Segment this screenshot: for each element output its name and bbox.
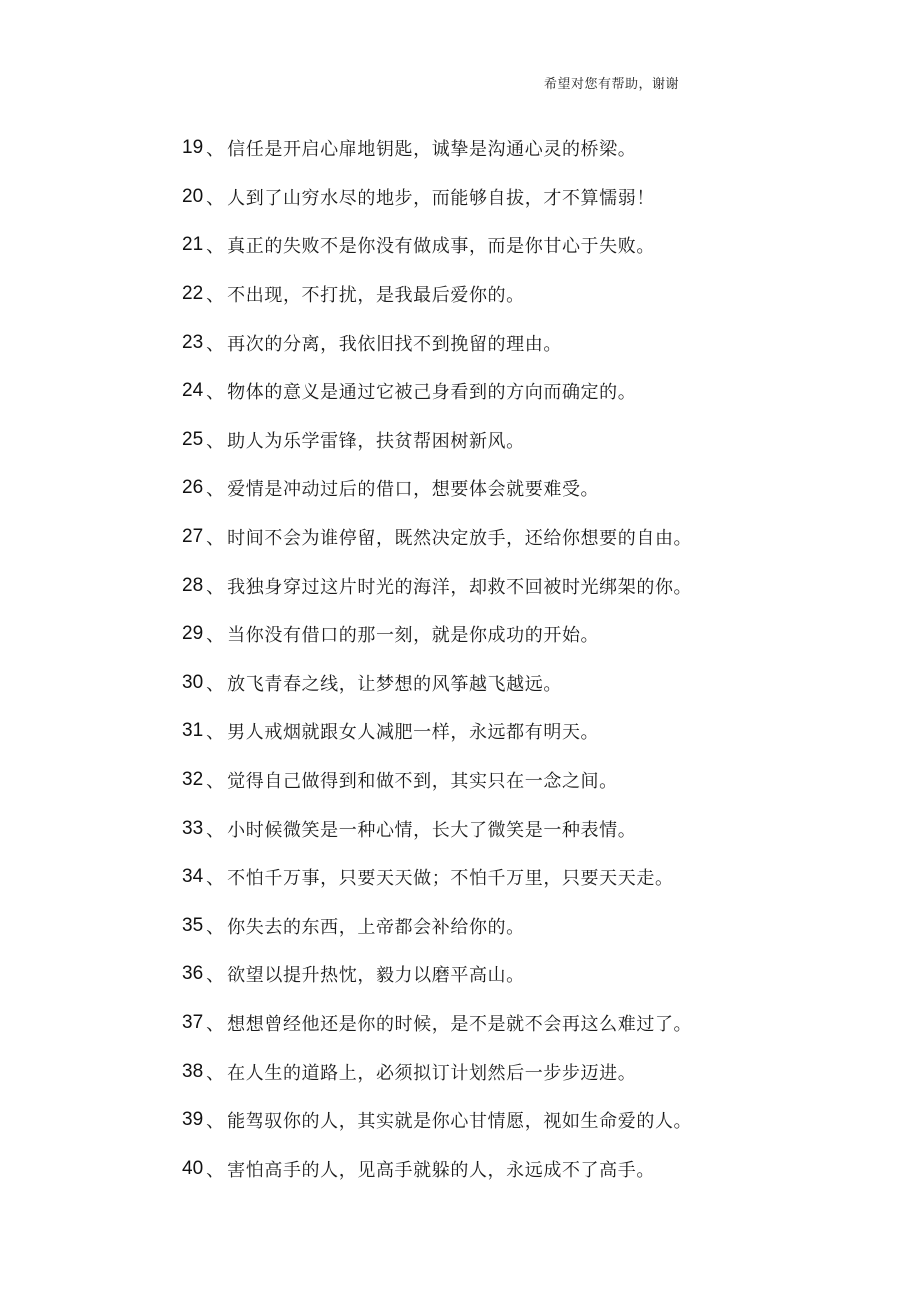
quote-item [182, 659, 692, 708]
quote-text: 人到了山穷水尽的地步，而能够自拔，才不算懦弱！ [227, 187, 655, 209]
quote-item [182, 610, 692, 659]
quote-number: 37 [182, 1011, 204, 1033]
quote-number: 21 [182, 234, 204, 256]
quote-item [182, 853, 692, 902]
quote-number: 31 [182, 720, 204, 742]
quote-separator: 、 [206, 722, 225, 744]
quote-separator: 、 [206, 1013, 225, 1035]
header-note: 希望对您有帮助，谢谢 [544, 77, 680, 92]
quote-text: 觉得自己做得到和做不到，其实只在一念之间。 [227, 771, 618, 793]
quote-number: 29 [182, 623, 204, 645]
quote-number: 19 [182, 137, 204, 159]
quote-separator: 、 [206, 819, 225, 841]
quote-separator: 、 [206, 1159, 225, 1181]
quote-separator: 、 [206, 285, 225, 307]
quote-text: 能驾驭你的人，其实就是你心甘情愿，视如生命爱的人。 [227, 1111, 693, 1133]
quote-text: 不怕千万事，只要天天做；不怕千万里，只要天天走。 [227, 868, 674, 890]
quote-separator: 、 [206, 1111, 225, 1133]
quote-number: 28 [182, 574, 204, 596]
quote-item [182, 464, 692, 513]
quote-number: 38 [182, 1060, 204, 1082]
quote-text: 想想曾经他还是你的时候，是不是就不会再这么难过了。 [227, 1013, 693, 1035]
quote-separator: 、 [206, 625, 225, 647]
quote-item [182, 124, 692, 173]
quote-text: 在人生的道路上，必须拟订计划然后一步步迈进。 [227, 1062, 637, 1084]
quote-item [182, 318, 692, 367]
quote-separator: 、 [206, 382, 225, 404]
quote-number: 30 [182, 671, 204, 693]
quote-number: 39 [182, 1109, 204, 1131]
quote-separator: 、 [206, 187, 225, 209]
quote-list [182, 124, 692, 1193]
quote-separator: 、 [206, 528, 225, 550]
quote-separator: 、 [206, 139, 225, 161]
quote-item [182, 1144, 692, 1193]
quote-text: 男人戒烟就跟女人减肥一样，永远都有明天。 [227, 722, 600, 744]
quote-item [182, 1096, 692, 1145]
quote-separator: 、 [206, 965, 225, 987]
quote-number: 25 [182, 428, 204, 450]
quote-text: 真正的失败不是你没有做成事，而是你甘心于失败。 [227, 236, 655, 258]
quote-separator: 、 [206, 479, 225, 501]
quote-text: 再次的分离，我依旧找不到挽留的理由。 [227, 333, 562, 355]
quote-number: 34 [182, 866, 204, 888]
quote-number: 27 [182, 526, 204, 548]
quote-text: 爱情是冲动过后的借口，想要体会就要难受。 [227, 479, 600, 501]
quote-item [182, 756, 692, 805]
quote-number: 32 [182, 769, 204, 791]
quote-text: 物体的意义是通过它被己身看到的方向而确定的。 [227, 382, 637, 404]
quote-text: 时间不会为谁停留，既然决定放手，还给你想要的自由。 [227, 528, 693, 550]
quote-number: 20 [182, 185, 204, 207]
quote-item [182, 270, 692, 319]
quote-separator: 、 [206, 916, 225, 938]
quote-item [182, 416, 692, 465]
quote-text: 小时候微笑是一种心情，长大了微笑是一种表情。 [227, 819, 637, 841]
quote-number: 24 [182, 380, 204, 402]
quote-item [182, 513, 692, 562]
quote-item [182, 950, 692, 999]
quote-text: 不出现，不打扰，是我最后爱你的。 [227, 285, 525, 307]
quote-text: 害怕高手的人，见高手就躲的人，永远成不了高手。 [227, 1159, 655, 1181]
quote-item [182, 804, 692, 853]
quote-item [182, 561, 692, 610]
quote-separator: 、 [206, 673, 225, 695]
quote-separator: 、 [206, 771, 225, 793]
quote-item [182, 367, 692, 416]
quote-separator: 、 [206, 576, 225, 598]
quote-number: 22 [182, 283, 204, 305]
quote-item [182, 999, 692, 1048]
quote-separator: 、 [206, 333, 225, 355]
quote-separator: 、 [206, 1062, 225, 1084]
quote-item [182, 902, 692, 951]
quote-text: 当你没有借口的那一刻，就是你成功的开始。 [227, 625, 600, 647]
quote-item [182, 221, 692, 270]
quote-text: 你失去的东西，上帝都会补给你的。 [227, 916, 525, 938]
quote-item [182, 173, 692, 222]
quote-separator: 、 [206, 430, 225, 452]
quote-number: 36 [182, 963, 204, 985]
quote-text: 助人为乐学雷锋，扶贫帮困树新风。 [227, 430, 525, 452]
quote-separator: 、 [206, 236, 225, 258]
quote-item [182, 1047, 692, 1096]
quote-separator: 、 [206, 868, 225, 890]
quote-item [182, 707, 692, 756]
quote-text: 放飞青春之线，让梦想的风筝越飞越远。 [227, 673, 562, 695]
quote-text: 信任是开启心扉地钥匙，诚挚是沟通心灵的桥梁。 [227, 139, 637, 161]
quote-number: 33 [182, 817, 204, 839]
quote-number: 40 [182, 1157, 204, 1179]
quote-text: 欲望以提升热忱，毅力以磨平高山。 [227, 965, 525, 987]
quote-number: 26 [182, 477, 204, 499]
quote-text: 我独身穿过这片时光的海洋，却救不回被时光绑架的你。 [227, 576, 693, 598]
quote-number: 23 [182, 331, 204, 353]
quote-number: 35 [182, 914, 204, 936]
